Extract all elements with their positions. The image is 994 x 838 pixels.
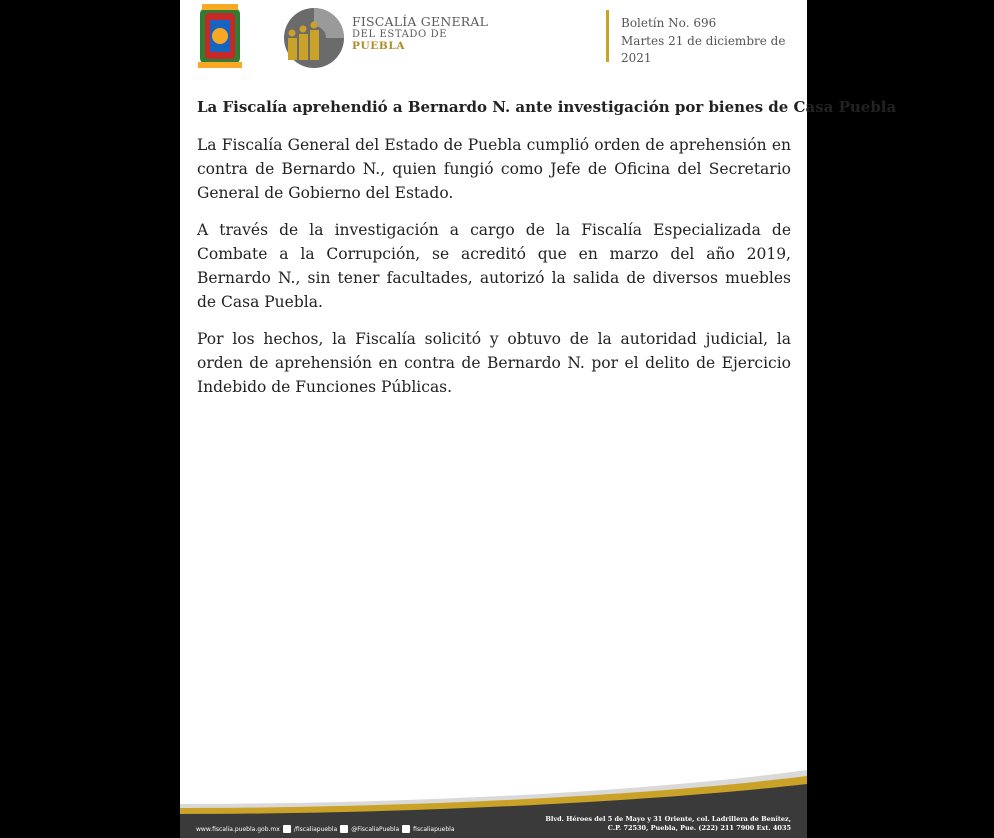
twitter-handle[interactable]: @FiscaliaPuebla — [351, 825, 400, 833]
logo-text — [352, 16, 488, 51]
facebook-handle[interactable]: /fiscaliapuebla — [293, 825, 338, 833]
website-link[interactable]: www.fiscalia.puebla.gob.mx — [196, 825, 280, 833]
facebook-icon — [283, 825, 291, 833]
footer-address — [545, 815, 791, 833]
logo-line-1: FISCALÍA GENERAL — [352, 14, 489, 29]
document-page — [180, 0, 897, 838]
header-divider — [606, 10, 609, 62]
address-line-2: C.P. 72530, Puebla, Pue. (222) 211 7900 Ext. 4035 — [607, 824, 791, 832]
bulletin-date: Martes 21 de diciembre de 2021 — [621, 33, 786, 65]
puebla-coat-of-arms-icon — [196, 2, 244, 70]
instagram-handle[interactable]: fiscaliapuebla — [413, 825, 455, 833]
instagram-icon — [402, 825, 410, 833]
twitter-icon — [340, 825, 348, 833]
paragraph-1: La Fiscalía General del Estado de Puebla cumplió orden de aprehensión en contra de Bernardo N., quien fungió como Jefe de Oficina del Secretario General de Gobierno del Estado. — [197, 136, 791, 202]
address-line-1: Blvd. Héroes del 5 de Mayo y 31 Oriente, col. Ladrillera de Benítez, — [545, 815, 791, 823]
paragraph-2: A través de la investigación a cargo de la Fiscalía Especializada de Combate a la Corrupción, se acreditó que en marzo del año 2019, Bernardo N., sin tener facultades, autorizó la salida de diversos muebles de Casa Puebla. — [197, 221, 791, 311]
logo-line-3: PUEBLA — [352, 39, 406, 52]
logo-line-2: DEL ESTADO DE — [352, 28, 448, 40]
bulletin-number: Boletín No. 696 — [621, 16, 717, 30]
bulletin-info — [621, 15, 807, 68]
article-body — [197, 133, 791, 412]
paragraph-3: Por los hechos, la Fiscalía solicitó y obtuvo de la autoridad judicial, la orden de aprehensión en contra de Bernardo N. por el delito de Ejercicio Indebido de Funciones Públicas. — [197, 330, 791, 396]
article-title: La Fiscalía aprehendió a Bernardo N. ante investigación por bienes de Casa Puebla — [197, 98, 897, 116]
fiscalia-eagle-logo-icon — [274, 2, 354, 70]
footer-social — [196, 825, 455, 833]
